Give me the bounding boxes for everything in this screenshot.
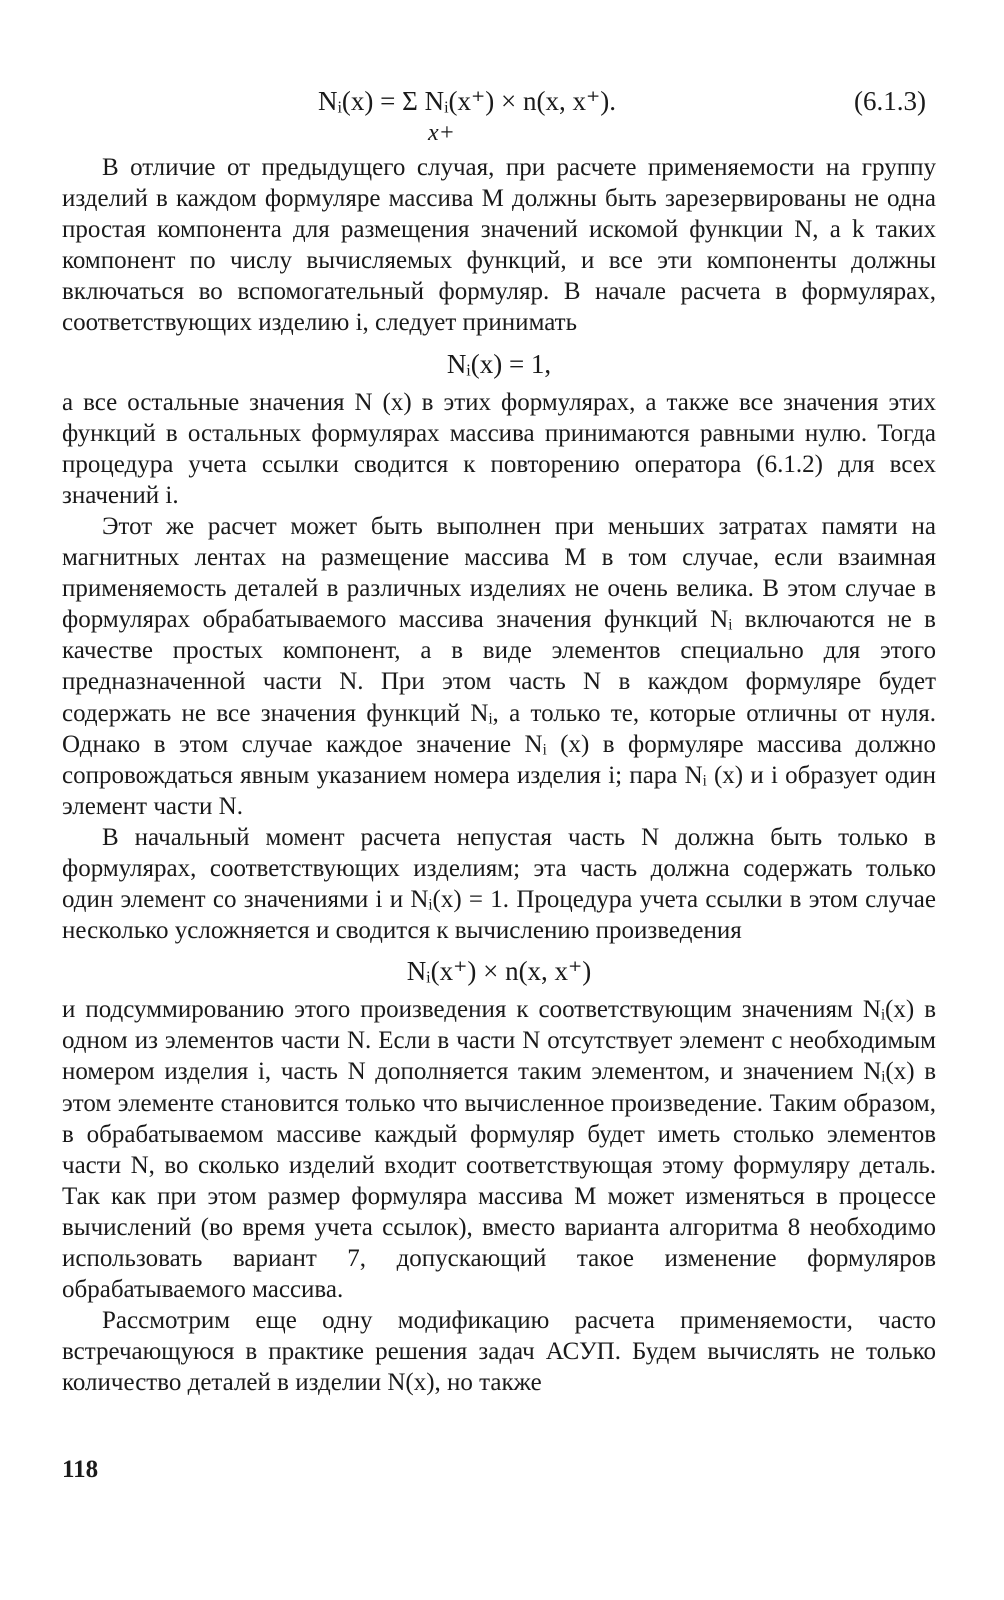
sum-subscript: x+ <box>428 120 455 146</box>
equation-number: (6.1.3) <box>854 86 926 116</box>
paragraph-5: и подсуммированию этого произведения к соответствующим значениям Nᵢ(x) в одном из элементов части N. Если в части N отсутствует элемент с необходимым номером изделия i, часть N дополняется таким элементом, и значением Nᵢ(x) в этом элементе становится только что вычисленное произведение. Таким образом, в обрабатываемом массиве каждый формуляр будет иметь столько элементов части N, во сколько изделий входит соответствующая этому формуляру деталь. Так как при этом размер формуляра массива M может изменяться в процессе вычислений (во время учета ссылок), вместо варианта алгоритма 8 необходимо использовать вариант 7, допускающий такое изменение формуляров обрабатываемого массива. <box>62 996 936 1304</box>
page-number: 118 <box>62 1456 99 1483</box>
body-text <box>62 152 936 1398</box>
formula-product: Nᵢ(x⁺) × n(x, x⁺) <box>406 956 592 987</box>
formula-initial-value: Nᵢ(x) = 1, <box>446 348 552 379</box>
paragraph-1: В отличие от предыдущего случая, при расчете применяемости на группу изделий в каждом формуляре массива M должны быть зарезервированы не одна простая компонента для размещения значений искомой функции N, а k таких компонент по числу вычисляемых функций, и все эти компоненты должны включаться во вспомогательный формуляр. В начале расчета в формулярах, соответствующих изделию i, следует принимать <box>62 154 936 337</box>
paragraph-4: В начальный момент расчета непустая часть N должна быть только в формулярах, соответствующих изделиям; эта часть должна содержать только один элемент со значениями i и Nᵢ(x) = 1. Процедура учета ссылки в этом случае несколько усложняется и сводится к вычислению произведения <box>62 823 936 945</box>
paragraph-2: а все остальные значения N (x) в этих формулярах, а также все значения этих функций в остальных формулярах массива принимаются равными нулю. Тогда процедура учета ссылки сводится к повторению оператора (6.1.2) для всех значений i. <box>62 388 936 509</box>
formula-expression: Nᵢ(x) = Σ Nᵢ(x⁺) × n(x, x⁺). <box>318 86 616 116</box>
paragraph-3: Этот же расчет может быть выполнен при меньших затратах памяти на магнитных лентах на размещение массива M в том случае, если взаимная применяемость деталей в различных изделиях не очень велика. В этом случае в формулярах обрабатываемого массива значения функций Nᵢ включаются не в качестве простых компонент, а в виде элементов специально для этого предназначенной части N. При этом часть N в каждом формуляре будет содержать не все значения функций Nᵢ, а только те, которые отличны от нуля. Однако в этом случае каждое значение Nᵢ (x) в формуляре массива должно сопровождаться явным указанием номера изделия i; пара Nᵢ (x) и i образует один элемент части N. <box>62 512 936 820</box>
formula-6-1-3 <box>0 80 1004 150</box>
paragraph-6: Рассмотрим еще одну модификацию расчета применяемости, часто встречающуюся в практике решения задач АСУП. Будем вычислять не только количество деталей в изделии N(x), но также <box>62 1307 936 1397</box>
